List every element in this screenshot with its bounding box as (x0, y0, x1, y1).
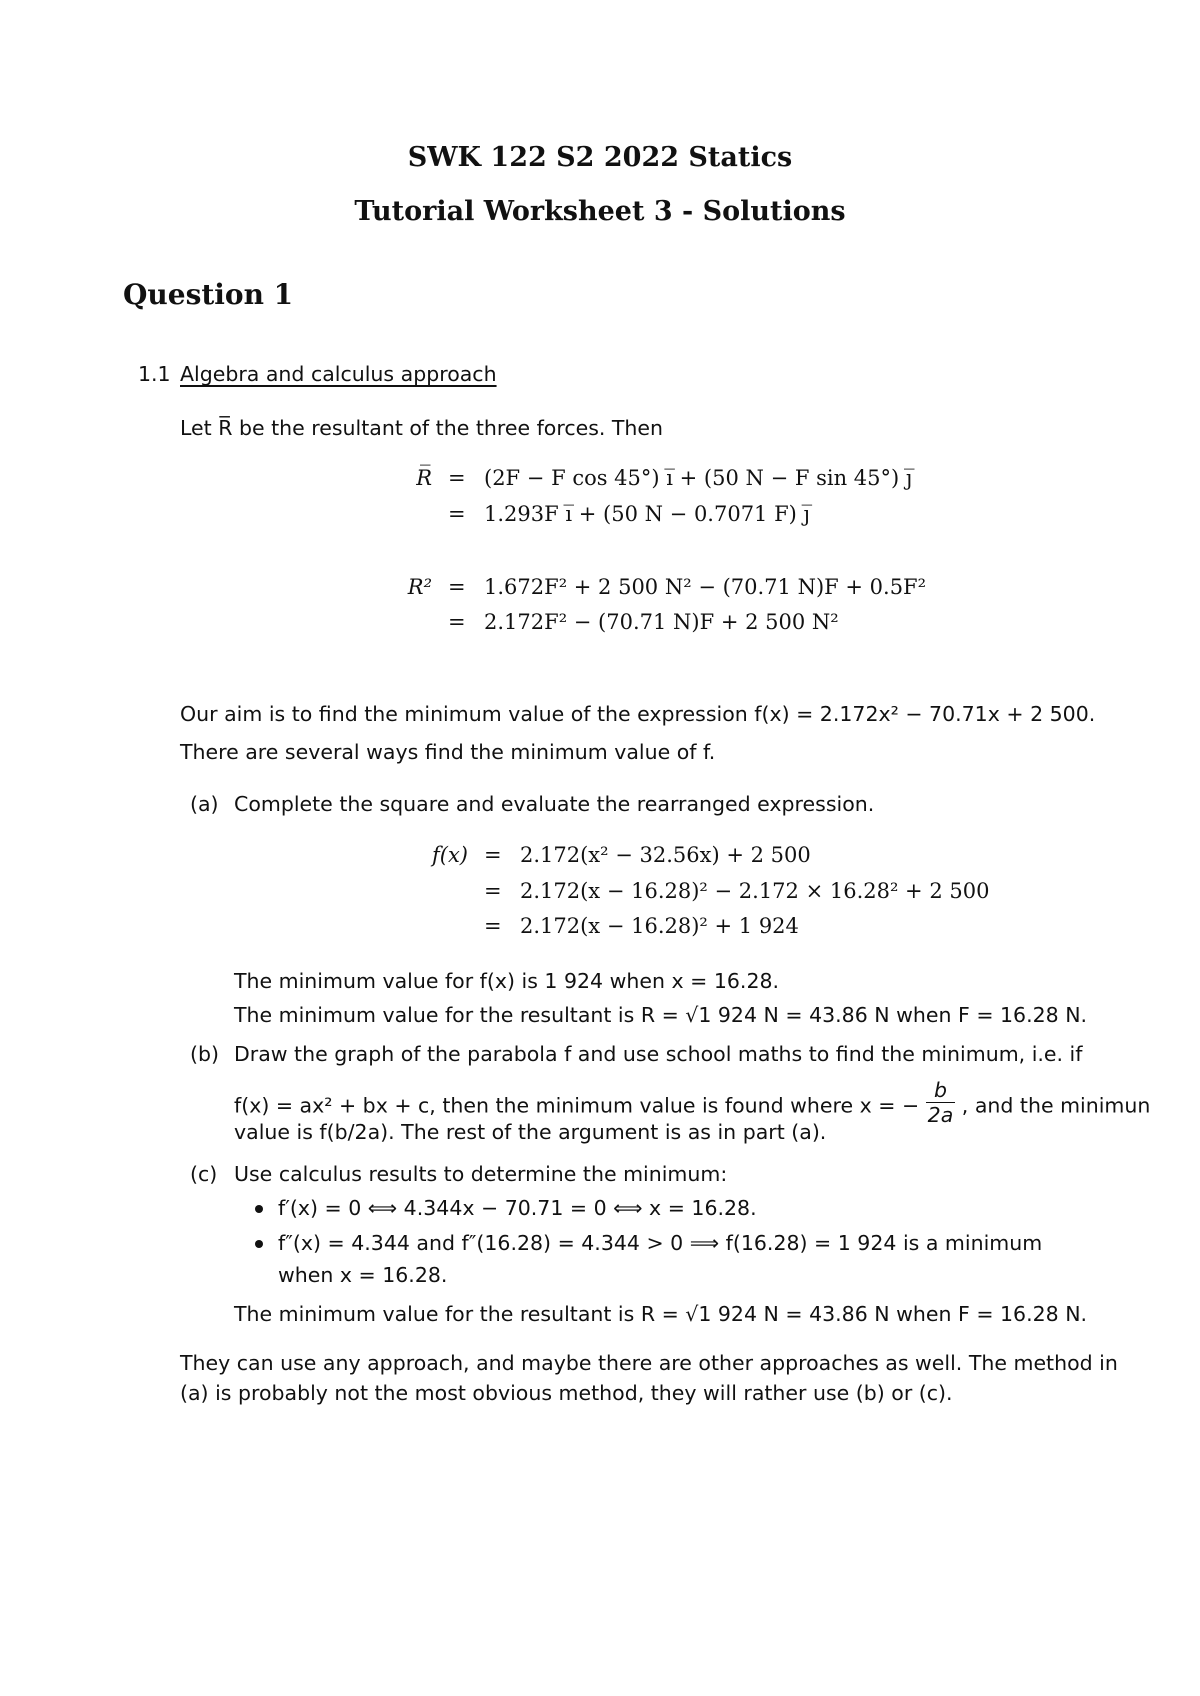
closing-line2: (a) is probably not the most obvious method, they will rather use (b) or (c). (180, 1381, 953, 1405)
eq-rel: = (448, 610, 466, 634)
eq-lhs: f(x) (431, 843, 468, 867)
eq-lhs: R² (407, 575, 432, 599)
intro-text: Let R̅ be the resultant of the three forces. Then (180, 416, 664, 440)
item-a-result-2: The minimum value for the resultant is R = √1 924 N = 43.86 N when F = 16.28 N. (234, 1003, 1088, 1027)
eq-rhs: (2F − F cos 45°) i̅ + (50 N − F sin 45°) j̅ (484, 466, 913, 490)
item-b-line3: value is f(b/2a). The rest of the argument is as in part (a). (234, 1120, 827, 1144)
item-c-text: Use calculus results to determine the minimum: (234, 1162, 728, 1186)
item-a-result-1: The minimum value for f(x) is 1 924 when x = 16.28. (234, 969, 780, 993)
part-number: 1.1 (138, 362, 171, 386)
eq-rhs: 1.293F i̅ + (50 N − 0.7071 F) j̅ (484, 502, 811, 526)
fraction (926, 1078, 956, 1127)
eq-rel: = (448, 575, 466, 599)
bullet-marker (255, 1205, 263, 1213)
document-title: SWK 122 S2 2022 Statics (407, 142, 793, 173)
aim-text-line1: Our aim is to find the minimum value of the expression f(x) = 2.172x² − 70.71x + 2 500. (180, 702, 1096, 726)
eq-rhs: 2.172(x − 16.28)² − 2.172 × 16.28² + 2 500 (520, 879, 990, 903)
item-c-label: (c) (190, 1162, 218, 1186)
eq-lhs: R̅ (416, 466, 432, 490)
item-c-bullet-2-line2: when x = 16.28. (278, 1263, 448, 1287)
item-b-label: (b) (190, 1042, 220, 1066)
item-b-line1: Draw the graph of the parabola f and use school maths to find the minimum, i.e. if (234, 1042, 1083, 1066)
eq-rel: = (484, 879, 502, 903)
eq-rel: = (448, 466, 466, 490)
eq-rel: = (484, 843, 502, 867)
eq-rel: = (484, 914, 502, 938)
item-c-bullet-1: f′(x) = 0 ⟺ 4.344x − 70.71 = 0 ⟺ x = 16.28. (278, 1196, 757, 1220)
item-c-result: The minimum value for the resultant is R = √1 924 N = 43.86 N when F = 16.28 N. (234, 1302, 1088, 1326)
question-heading: Question 1 (123, 278, 294, 311)
item-c-bullet-2-line1: f″(x) = 4.344 and f″(16.28) = 4.344 > 0 ⟹ f(16.28) = 1 924 is a minimum (278, 1231, 1043, 1255)
eq-rhs: 2.172F² − (70.71 N)F + 2 500 N² (484, 610, 839, 634)
eq-rhs: 2.172(x − 16.28)² + 1 924 (520, 914, 799, 938)
aim-text-line2: There are several ways find the minimum value of f. (180, 740, 716, 764)
fraction-numerator: b (926, 1078, 956, 1103)
eq-rhs: 1.672F² + 2 500 N² − (70.71 N)F + 0.5F² (484, 575, 927, 599)
item-b-line2-pre: f(x) = ax² + bx + c, then the minimum value is found where x = − (234, 1093, 920, 1118)
bullet-marker (255, 1240, 263, 1248)
item-a-label: (a) (190, 792, 219, 816)
item-b-line2-post: , and the minimun (961, 1093, 1151, 1118)
closing-line1: They can use any approach, and maybe there are other approaches as well. The method in (180, 1351, 1118, 1375)
part-title: Algebra and calculus approach (180, 362, 497, 386)
eq-rel: = (448, 502, 466, 526)
document-subtitle: Tutorial Worksheet 3 - Solutions (354, 196, 846, 227)
item-a-text: Complete the square and evaluate the rearranged expression. (234, 792, 875, 816)
fraction-denominator: 2a (927, 1103, 954, 1127)
eq-rhs: 2.172(x² − 32.56x) + 2 500 (520, 843, 811, 867)
